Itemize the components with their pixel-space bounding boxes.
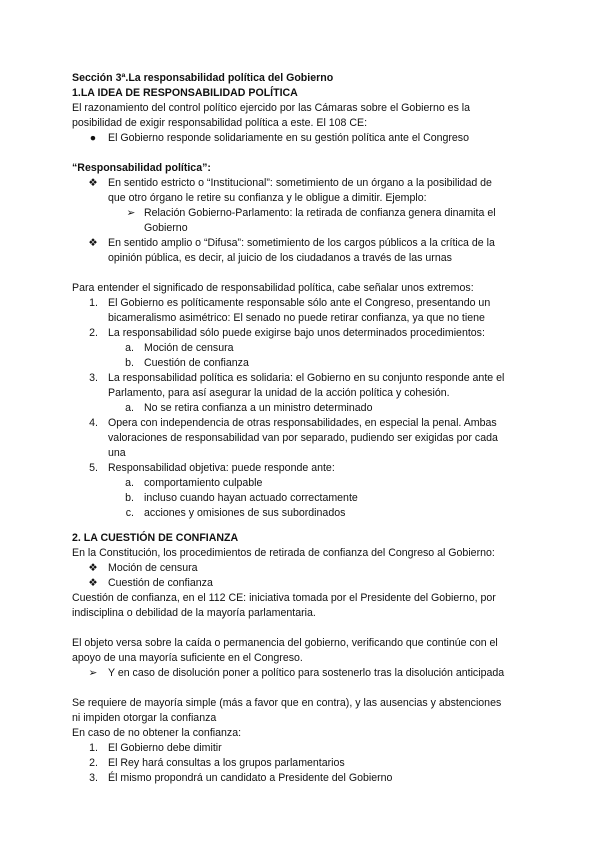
paragraph-line: indisciplina o debilidad de la mayoría parlamentaria. <box>72 607 316 619</box>
list-line: Relación Gobierno-Parlamento: la retirada de confianza genera dinamita el <box>144 207 496 219</box>
paragraph-line: En la Constitución, los procedimientos de retirada de confianza del Congreso al Gobierno: <box>72 547 495 559</box>
list-line: Moción de censura <box>144 342 234 354</box>
list-line: comportamiento culpable <box>144 477 263 489</box>
diamond-bullet-icon: ❖ <box>88 237 98 249</box>
list-marker: a. <box>125 342 134 354</box>
paragraph-line: apoyo de una mayoría suficiente en el Congreso. <box>72 652 303 664</box>
list-marker: 5. <box>89 462 98 474</box>
list-line: acciones y omisiones de sus subordinados <box>144 507 346 519</box>
bullet-dot-icon: ● <box>89 132 97 144</box>
list-marker: 2. <box>89 327 98 339</box>
list-line: Parlamento, para así asegurar la unidad de la acción política y cohesión. <box>108 387 450 399</box>
list-line: Moción de censura <box>108 562 198 574</box>
section-title: Sección 3ª.La responsabilidad política del Gobierno <box>72 72 334 84</box>
list-line: En sentido estricto o “Institucional”: sometimiento de un órgano a la posibilidad de <box>108 177 492 189</box>
list-line: El Gobierno es políticamente responsable sólo ante el Congreso, presentando un <box>108 297 491 309</box>
list-line: Gobierno <box>144 222 188 234</box>
list-line: Opera con independencia de otras responsabilidades, en especial la penal. Ambas <box>108 417 497 429</box>
paragraph-line: El razonamiento del control político ejercido por las Cámaras sobre el Gobierno es la <box>72 102 471 114</box>
diamond-bullet-icon: ❖ <box>88 577 98 589</box>
list-line: bicameralismo asimétrico: El senado no puede retirar confianza, ya que no tiene <box>108 312 485 324</box>
list-marker: 2. <box>89 757 98 769</box>
list-line: Y en caso de disolución poner a político para sostenerlo tras la disolución anticipada <box>108 667 505 679</box>
list-line: El Rey hará consultas a los grupos parlamentarios <box>108 757 345 769</box>
list-marker: a. <box>125 402 134 414</box>
arrow-bullet-icon: ➢ <box>88 667 98 679</box>
list-line: Responsabilidad objetiva: puede responde ante: <box>108 462 335 474</box>
paragraph-line: Para entender el significado de responsabilidad política, cabe señalar unos extremos: <box>72 282 474 294</box>
list-marker: c. <box>125 507 134 519</box>
arrow-bullet-icon: ➢ <box>126 207 136 219</box>
paragraph-line: El objeto versa sobre la caída o permanencia del gobierno, verificando que continúe con el <box>72 637 498 649</box>
list-line: El Gobierno debe dimitir <box>108 742 222 754</box>
list-marker: b. <box>125 357 134 369</box>
subheading-responsabilidad: “Responsabilidad política”: <box>72 162 211 174</box>
list-line: La responsabilidad política es solidaria: el Gobierno en su conjunto responde ante el <box>108 372 505 384</box>
paragraph-line: Cuestión de confianza, en el 112 CE: iniciativa tomada por el Presidente del Gobierno, por <box>72 592 496 604</box>
paragraph-line: En caso de no obtener la confianza: <box>72 727 242 739</box>
heading-1: 1.LA IDEA DE RESPONSABILIDAD POLÍTICA <box>72 87 298 99</box>
list-marker: 1. <box>89 742 98 754</box>
paragraph-line: ni impiden otorgar la confianza <box>72 712 217 724</box>
list-line: incluso cuando hayan actuado correctamente <box>144 492 358 504</box>
bullet-text: El Gobierno responde solidariamente en su gestión política ante el Congreso <box>108 132 469 144</box>
list-line: La responsabilidad sólo puede exigirse bajo unos determinados procedimientos: <box>108 327 485 339</box>
list-marker: 3. <box>89 772 98 784</box>
paragraph-line: Se requiere de mayoría simple (más a favor que en contra), y las ausencias y abstenciones <box>72 697 502 709</box>
list-marker: a. <box>125 477 134 489</box>
list-line: Él mismo propondrá un candidato a Presidente del Gobierno <box>108 772 393 784</box>
list-line: Cuestión de confianza <box>144 357 249 369</box>
list-marker: 3. <box>89 372 98 384</box>
list-line: que otro órgano le retire su confianza y le obligue a dimitir. Ejemplo: <box>108 192 427 204</box>
list-line: valoraciones de responsabilidad van por separado, pudiendo ser exigidas por cada <box>108 432 498 444</box>
list-line: Cuestión de confianza <box>108 577 213 589</box>
list-line: No se retira confianza a un ministro determinado <box>144 402 373 414</box>
list-line: una <box>108 447 126 459</box>
heading-2: 2. LA CUESTIÓN DE CONFIANZA <box>72 532 239 544</box>
list-line: En sentido amplio o “Difusa”: sometimiento de los cargos públicos a la crítica de la <box>108 237 495 249</box>
diamond-bullet-icon: ❖ <box>88 177 98 189</box>
list-marker: b. <box>125 492 134 504</box>
list-line: opinión pública, es decir, al juicio de los ciudadanos a través de las urnas <box>108 252 452 264</box>
diamond-bullet-icon: ❖ <box>88 562 98 574</box>
list-marker: 4. <box>89 417 98 429</box>
list-marker: 1. <box>89 297 98 309</box>
paragraph-line: posibilidad de exigir responsabilidad política a este. El 108 CE: <box>72 117 368 129</box>
